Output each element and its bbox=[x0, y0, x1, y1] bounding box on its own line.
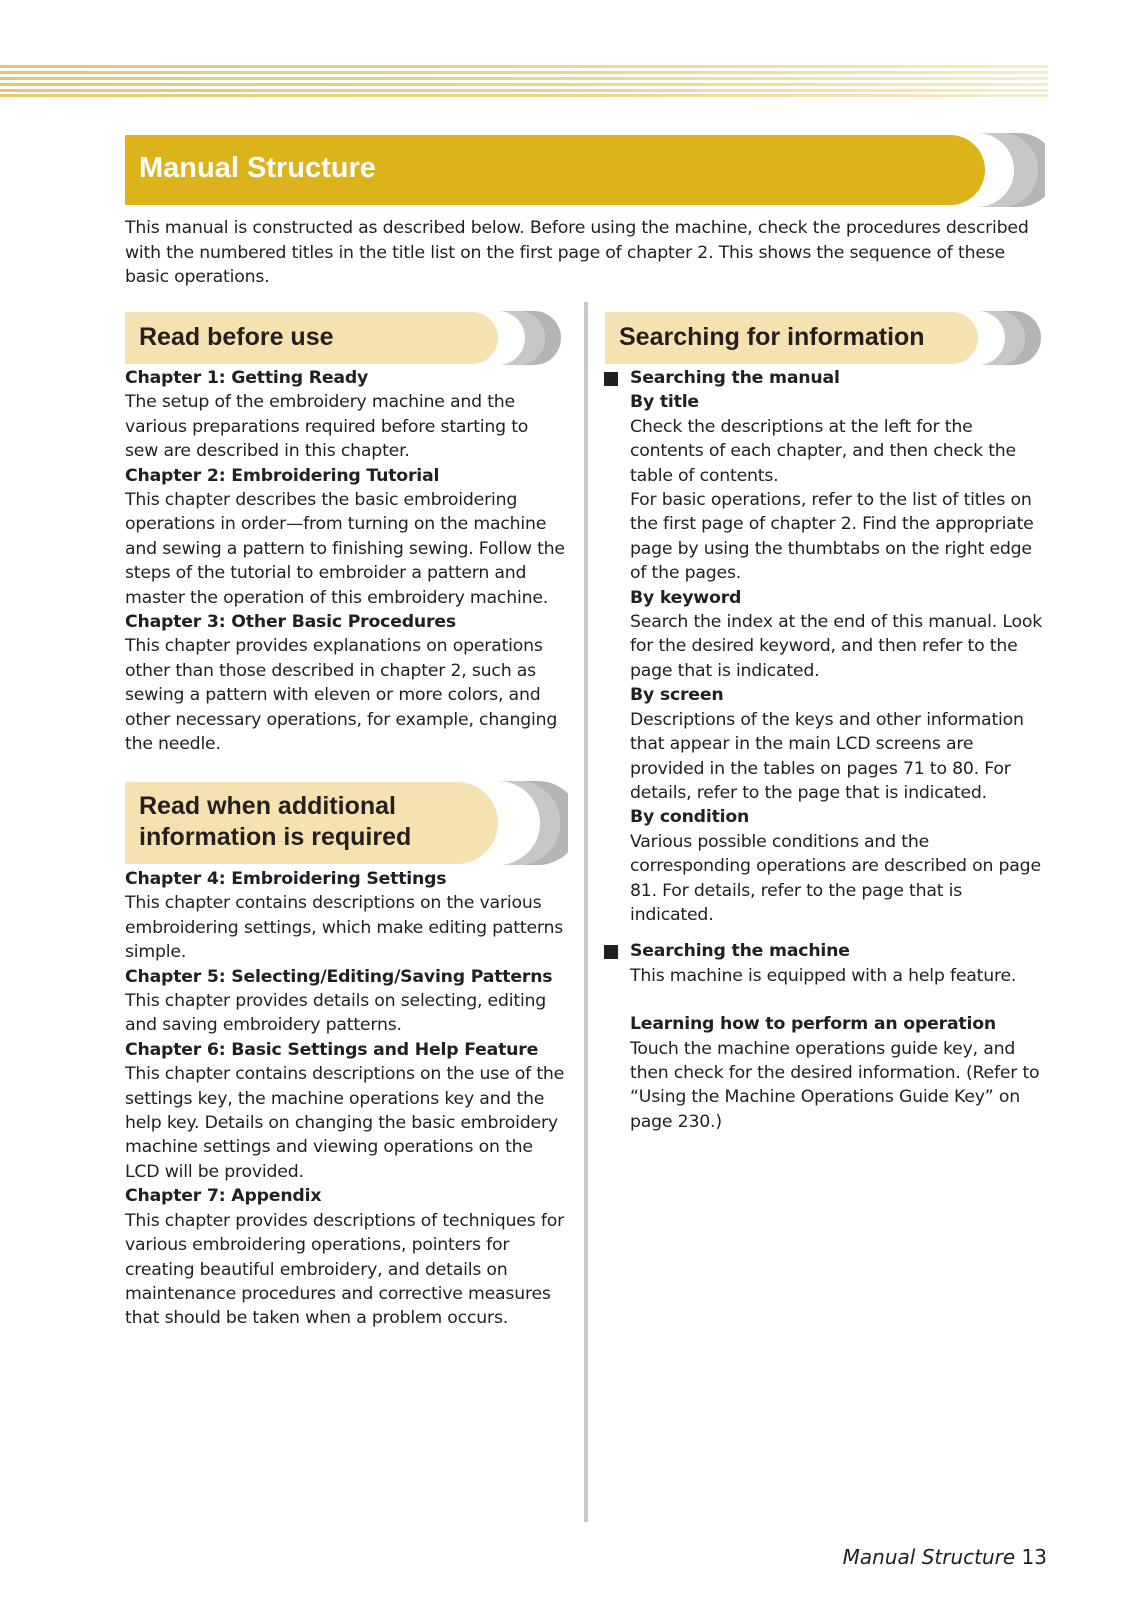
searching-content bbox=[604, 366, 1046, 1134]
searching-heading: Searching for information bbox=[619, 323, 925, 351]
read-before-use-banner bbox=[125, 312, 498, 364]
square-bullet-icon bbox=[604, 372, 618, 386]
read-when-additional-heading-line1: Read when additional bbox=[139, 792, 396, 820]
chapter-description: This chapter describes the basic embroidering operations in order—from turning on the machine and sewing a pattern to finishing sewing. Follow the steps of the tutorial to embroider a pattern and master the operation of this embroidery machine. bbox=[125, 490, 565, 608]
chapter-title: Chapter 2: Embroidering Tutorial bbox=[125, 465, 440, 486]
searching-manual-block bbox=[604, 366, 1046, 927]
page-title: Manual Structure bbox=[139, 152, 376, 184]
chapter-description: This chapter contains descriptions on the various embroidering settings, which make editing patterns simple. bbox=[125, 893, 564, 963]
by-title-text: For basic operations, refer to the list of titles on the first page of chapter 2. Find the appropriate page by using the thumbtabs on the right edge of the pages. bbox=[630, 490, 1034, 584]
chapter-title: Chapter 7: Appendix bbox=[125, 1186, 322, 1207]
searching-banner bbox=[605, 312, 978, 364]
chapter-description: This chapter provides explanations on operations other than those described in chapter 2, such as sewing a pattern with eleven or more colors, and other necessary operations, for example, changing the needle. bbox=[125, 636, 558, 755]
chapter-title: Chapter 5: Selecting/Editing/Saving Patterns bbox=[125, 966, 553, 987]
read-before-use-heading: Read before use bbox=[139, 323, 334, 351]
searching-machine-title: Searching the machine bbox=[630, 941, 850, 962]
chapter-title: Chapter 1: Getting Ready bbox=[125, 368, 369, 388]
by-screen-label: By screen bbox=[630, 685, 724, 706]
by-keyword-text: Search the index at the end of this manual. Look for the desired keyword, and then refer to the page that is indicated. bbox=[630, 612, 1043, 681]
top-decorative-stripes bbox=[0, 65, 1048, 97]
learning-text: Touch the machine operations guide key, and then check for the desired information. (Refer to “Using the Machine Operations Guide Key” on page 230.) bbox=[630, 1038, 1040, 1132]
square-bullet-icon bbox=[604, 945, 618, 959]
read-before-use-list bbox=[125, 366, 565, 757]
chapter-title: Chapter 6: Basic Settings and Help Feature bbox=[125, 1039, 539, 1060]
chapter-description: This chapter provides descriptions of techniques for various embroidering operations, pointers for creating beautiful embroidery, and details on maintenance procedures and corrective measures that should be taken when a problem occurs. bbox=[125, 1210, 564, 1329]
by-condition-text: Various possible conditions and the corresponding operations are described on page 81. For details, refer to the page that is indicated. bbox=[630, 831, 1041, 925]
learning-title: Learning how to perform an operation bbox=[630, 1014, 996, 1035]
footer-title: Manual Structure bbox=[842, 1545, 1016, 1569]
read-when-additional-banner bbox=[125, 782, 498, 864]
by-title-text: Check the descriptions at the left for the contents of each chapter, and then check the table of contents. bbox=[630, 416, 1016, 486]
chapter-description: This chapter provides details on selecting, editing and saving embroidery patterns. bbox=[125, 991, 547, 1036]
tab-arc-decoration bbox=[498, 781, 568, 865]
tab-arc-decoration bbox=[975, 133, 1045, 207]
searching-manual-title: Searching the manual bbox=[630, 368, 840, 388]
chapter-title: Chapter 4: Embroidering Settings bbox=[125, 869, 447, 889]
by-keyword-label: By keyword bbox=[630, 587, 742, 608]
read-when-additional-list bbox=[125, 867, 565, 1331]
read-when-additional-heading-line2: information is required bbox=[139, 823, 412, 851]
page-footer bbox=[843, 1545, 1047, 1569]
chapter-title: Chapter 3: Other Basic Procedures bbox=[125, 612, 456, 633]
by-condition-label: By condition bbox=[630, 807, 750, 828]
column-divider bbox=[584, 302, 588, 1522]
intro-text: This manual is constructed as described below. Before using the machine, check the procedures described with the numbered titles in the title list on the first page of chapter 2. This shows the sequence of these basic operations. bbox=[125, 218, 1029, 288]
page-number: 13 bbox=[1021, 1545, 1047, 1569]
by-screen-text: Descriptions of the keys and other information that appear in the main LCD screens are provided in the tables on pages 71 to 80. For details, refer to the page that is indicated. bbox=[630, 709, 1024, 803]
tab-arc-decoration bbox=[498, 311, 562, 365]
tab-arc-decoration bbox=[978, 311, 1042, 365]
searching-machine-text: This machine is equipped with a help feature. bbox=[630, 965, 1017, 986]
searching-machine-block bbox=[604, 939, 1046, 1134]
by-title-label: By title bbox=[630, 392, 699, 413]
page-title-banner bbox=[125, 135, 985, 205]
chapter-description: The setup of the embroidery machine and the various preparations required before starting to sew are described in this chapter. bbox=[125, 392, 529, 462]
chapter-description: This chapter contains descriptions on the use of the settings key, the machine operations key and the help key. Details on changing the basic embroidery machine settings and viewing operations on the LCD will be provided. bbox=[125, 1064, 565, 1182]
